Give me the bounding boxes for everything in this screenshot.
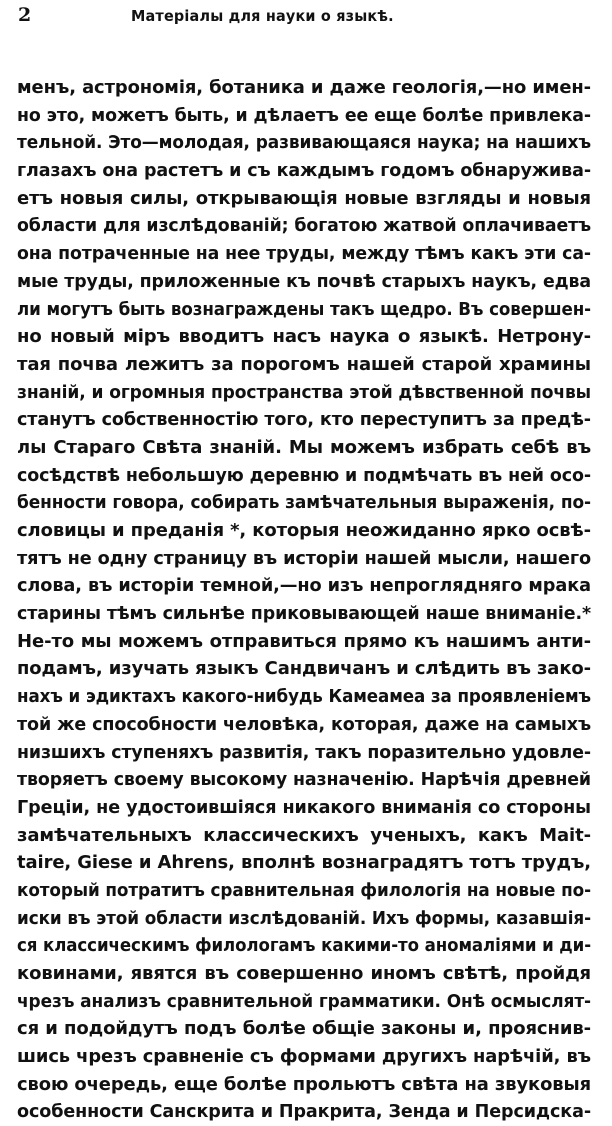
running-title: Матеріалы для науки о языкѣ.: [131, 7, 394, 25]
text-line: области для изслѣдованій; богатою жатвой оплачиваетъ: [17, 215, 591, 237]
text-line: но это, можетъ быть, и дѣлаетъ ее еще болѣе привлека-: [17, 104, 591, 126]
text-line: низшихъ ступеняхъ развитія, такъ поразительно удовле-: [17, 741, 591, 763]
text-line: тельной. Это—молодая, развивающаяся наука; на нашихъ: [17, 132, 591, 154]
text-line: Не-то мы можемъ отправиться прямо къ нашимъ анти-: [17, 630, 591, 652]
text-line: тая почва лежитъ за порогомъ нашей старой храмины: [17, 353, 591, 375]
text-line: творяетъ своему высокому назначенію. Нарѣчія древней: [17, 769, 591, 791]
text-line: иски въ этой области изслѣдованій. Ихъ формы, казавшія-: [17, 907, 591, 929]
text-line: чрезъ анализъ сравнительной грамматики. Онѣ осмыслят-: [17, 990, 591, 1012]
text-line: замѣчательныхъ классическихъ ученыхъ, какъ Mait-: [17, 824, 591, 846]
text-line: етъ новыя силы, открывающія новые взгляды и новыя: [17, 187, 591, 209]
text-line: свою очередь, еще болѣе прольютъ свѣта на звуковыя: [17, 1073, 591, 1095]
text-line: тятъ не одну страницу въ исторіи нашей мысли, нашего: [17, 547, 591, 569]
text-line: ся и подойдутъ подъ болѣе общіе законы и, прояснив-: [17, 1018, 591, 1040]
text-line: сосѣдствѣ небольшую деревню и подмѣчать въ ней осо-: [17, 464, 591, 486]
text-line: Греціи, не удостоившіяся никакого вниманія со стороны: [17, 796, 591, 818]
text-line: лы Стараго Свѣта знаній. Мы можемъ избрать себѣ въ: [17, 436, 591, 458]
page-number: 2: [18, 4, 32, 26]
text-line: менъ, астрономія, ботаника и даже геологія,—но имен-: [17, 77, 591, 98]
text-line: шись чрезъ сравненіе съ формами другихъ нарѣчій, въ: [17, 1046, 591, 1068]
body-text: [17, 74, 591, 1126]
text-line: словицы и преданія *, которыя неожиданно ярко освѣ-: [17, 520, 591, 541]
text-line: слова, въ исторіи темной,—но изъ непроглядняго мрака: [17, 575, 591, 597]
text-line: особенности Санскрита и Пракрита, Зенда и Персидска-: [17, 1101, 591, 1123]
text-line: станутъ собственностію того, кто переступитъ за предѣ-: [17, 409, 591, 431]
text-line: taire, Giese и Ahrens, вполнѣ вознаградятъ тотъ трудъ,: [17, 852, 591, 874]
text-line: знаній, и огромныя пространства этой дѣвственной почвы: [17, 381, 591, 403]
text-line: ли могутъ быть вознаграждены такъ щедро. Въ совершен-: [17, 298, 591, 320]
text-line: глазахъ она растетъ и съ каждымъ годомъ обнаружива-: [17, 160, 591, 182]
text-line: который потратитъ сравнительная филологія на новые по-: [17, 879, 591, 901]
text-line: нахъ и эдиктахъ какого-нибудь Камеамеа за проявленіемъ: [17, 686, 591, 708]
text-line: бенности говора, собирать замѣчательныя выраженія, по-: [17, 492, 591, 514]
text-line: ся классическимъ филологамъ какими-то аномаліями и ди-: [17, 935, 591, 957]
text-line: ковинами, явятся въ совершенно иномъ свѣтѣ, пройдя: [17, 963, 591, 984]
text-line: старины тѣмъ сильнѣе приковывающей наше вниманіе.*: [17, 603, 591, 625]
text-line: она потраченные на нее труды, между тѣмъ какъ эти са-: [17, 243, 591, 265]
text-line: подамъ, изучать языкъ Сандвичанъ и слѣдить въ зако-: [17, 658, 591, 680]
text-line: мые труды, приложенные къ почвѣ старыхъ наукъ, едва: [17, 270, 591, 292]
page-header: [16, 4, 596, 34]
text-line: но новый міръ вводитъ насъ наука о языкѣ. Нетрону-: [17, 326, 591, 348]
text-line: той же способности человѣка, которая, даже на самыхъ: [17, 713, 591, 735]
